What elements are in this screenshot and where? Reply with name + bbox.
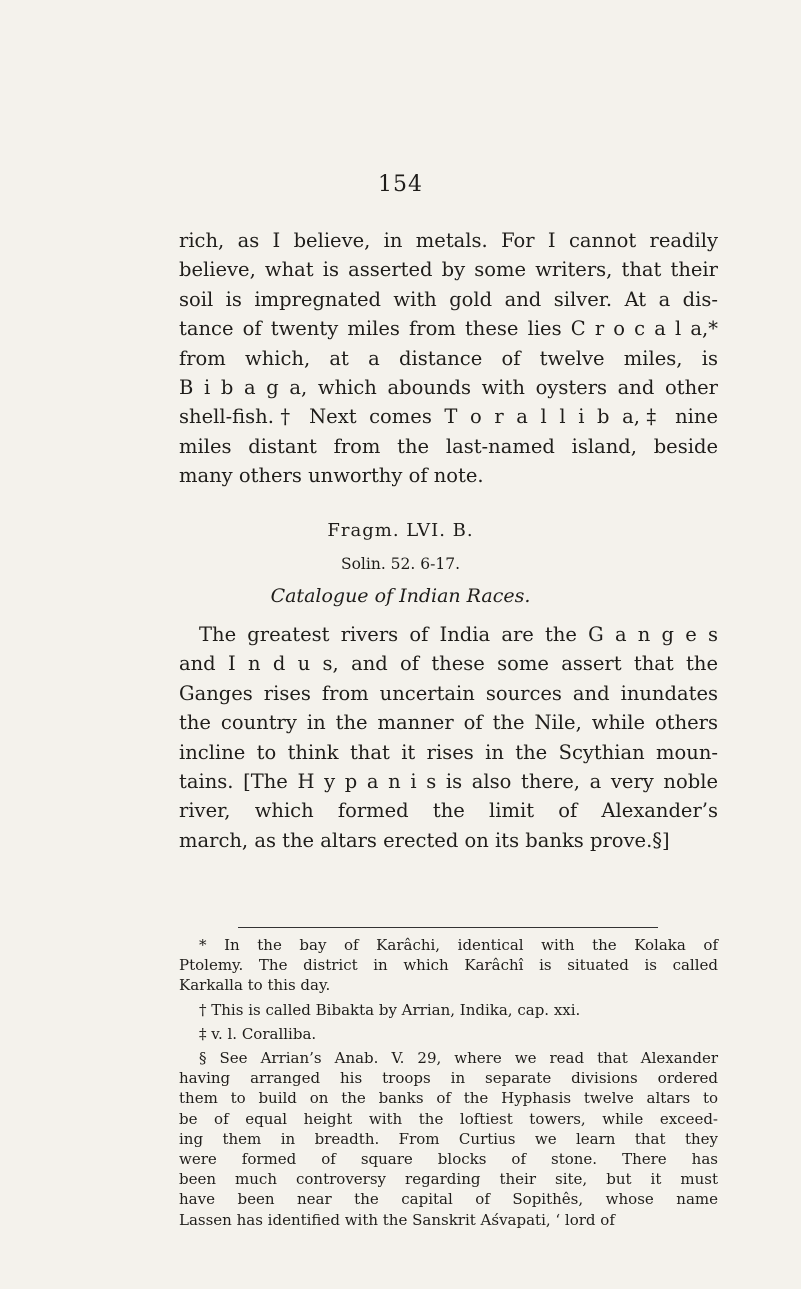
- text-line: river, which formed the limit of Alexander’s: [179, 799, 718, 823]
- footnotes: [179, 935, 718, 1230]
- footnote-line: were formed of square blocks of stone. There has: [179, 1150, 718, 1169]
- text-line: march, as the altars erected on its banks prove.§]: [179, 828, 670, 852]
- footnote-line: Ptolemy. The district in which Karâchî is situated is called: [179, 956, 718, 975]
- footnote-line: them to build on the banks of the Hyphasis twelve altars to: [179, 1089, 718, 1108]
- section-title: Catalogue of Indian Races.: [270, 585, 531, 607]
- text-line: from which, at a distance of twelve miles, is: [179, 346, 718, 370]
- text-line: B i b a g a, which abounds with oysters and other: [179, 376, 718, 400]
- footnote-line: * In the bay of Karâchi, identical with the Kolaka of: [199, 936, 718, 954]
- paragraph-2: [179, 620, 718, 855]
- footnote-line: Karkalla to this day.: [179, 976, 331, 995]
- text-line: and I n d u s, and of these some assert that the: [179, 652, 718, 676]
- text-line: incline to think that it rises in the Scythian moun-: [179, 740, 718, 764]
- text-line: soil is impregnated with gold and silver. At a dis-: [179, 287, 718, 311]
- footnote-line: † This is called Bibakta by Arrian, Indika, cap. xxi.: [199, 1000, 581, 1019]
- footnote-line: ing them in breadth. From Curtius we learn that they: [179, 1129, 718, 1148]
- text-line: believe, what is asserted by some writers, that their: [179, 258, 718, 282]
- footnote-line: Lassen has identified with the Sanskrit Aśvapati, ‘ lord of: [179, 1210, 615, 1229]
- fragment-heading: Fragm. LVI. B.: [327, 520, 474, 541]
- source-reference: Solin. 52. 6-17.: [340, 555, 461, 573]
- text-line: shell-fish.† Next comes T o r a l l i b a,‡ nine: [179, 405, 718, 429]
- text-line: miles distant from the last-named island, beside: [179, 434, 718, 458]
- paragraph-1: [179, 226, 718, 491]
- footnote-line: having arranged his troops in separate divisions ordered: [179, 1069, 718, 1088]
- footnote-line: ‡ v. l. Coralliba.: [199, 1024, 317, 1043]
- text-line: Ganges rises from uncertain sources and inundates: [179, 681, 718, 705]
- footnote-line: have been near the capital of Sopithês, whose name: [179, 1190, 718, 1209]
- text-line: The greatest rivers of India are the G a n g e s: [199, 623, 718, 646]
- text-line: rich, as I believe, in metals. For I cannot readily: [179, 229, 718, 252]
- text-line: many others unworthy of note.: [179, 464, 484, 488]
- page-number: 154: [378, 172, 423, 197]
- text-line: the country in the manner of the Nile, while others: [179, 711, 718, 735]
- footnote-line: been much controversy regarding their site, but it must: [179, 1170, 718, 1189]
- footnote-divider: [238, 927, 658, 928]
- text-line: tains. [The H y p a n i s is also there, a very noble: [179, 770, 718, 794]
- footnote-line: § See Arrian’s Anab. V. 29, where we read that Alexander: [199, 1049, 718, 1068]
- text-line: tance of twenty miles from these lies C r o c a l a,*: [179, 317, 718, 341]
- footnote-line: be of equal height with the loftiest towers, while exceed-: [179, 1109, 718, 1128]
